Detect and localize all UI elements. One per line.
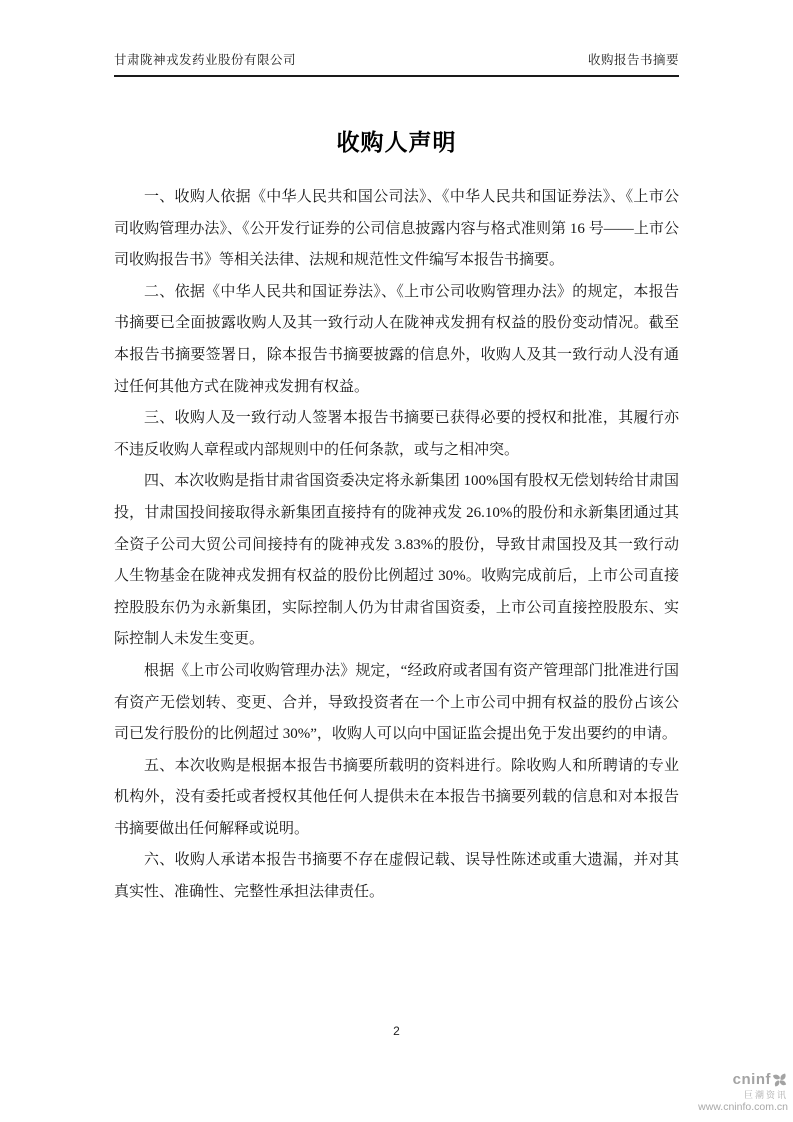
cninfo-brand-text: cninf — [732, 1071, 771, 1089]
header-doc-type: 收购报告书摘要 — [587, 53, 679, 67]
cninfo-site-name: 巨潮资讯 — [743, 1089, 788, 1100]
page-number: 2 — [393, 1024, 400, 1038]
page-title: 收购人声明 — [336, 130, 457, 155]
document-header — [114, 50, 679, 77]
document-body — [114, 182, 679, 909]
header-company-name: 甘肃陇神戎发药业股份有限公司 — [114, 53, 297, 67]
document-paragraph: 三、收购人及一致行动人签署本报告书摘要已获得必要的授权和批准，其履行亦不违反收购人章程或内部规则中的任何条款，或与之相冲突。 — [114, 410, 679, 458]
cninfo-brand-row — [698, 1071, 788, 1088]
document-paragraph: 六、收购人承诺本报告书摘要不存在虚假记载、误导性陈述或重大遗漏，并对其真实性、准确性、完整性承担法律责任。 — [114, 852, 679, 901]
cninfo-swirl-icon — [772, 1072, 788, 1088]
cninfo-url: www.cninfo.com.cn — [698, 1100, 788, 1113]
document-paragraph: 四、本次收购是指甘肃省国资委决定将永新集团 100%国有股权无偿划转给甘肃国投，甘肃国投间接取得永新集团直接持有的陇神戎发 26.10%的股份和永新集团通过其全资子公司大贸公司间接持有的陇神戎发 3.83%的股份，导致甘肃国投及其一致行动人生物基金在陇神戎发拥有权益的股份比例超过 30%。收购完成前后，上市公司直接控股股东仍为永新集团，实际控制人仍为甘肃省国资委，上市公司直接控股股东、实际控制人未发生变更。 — [114, 473, 679, 648]
cninfo-watermark — [698, 1071, 788, 1113]
document-paragraph: 根据《上市公司收购管理办法》规定，“经政府或者国有资产管理部门批准进行国有资产无偿划转、变更、合并，导致投资者在一个上市公司中拥有权益的股份占该公司已发行股份的比例超过 30%”，收购人可以向中国证监会提出免于发出要约的申请。 — [114, 662, 679, 743]
document-paragraph: 五、本次收购是根据本报告书摘要所载明的资料进行。除收购人和所聘请的专业机构外，没有委托或者授权其他任何人提供未在本报告书摘要列载的信息和对本报告书摘要做出任何解释或说明。 — [114, 757, 679, 837]
document-paragraph: 一、收购人依据《中华人民共和国公司法》、《中华人民共和国证券法》、《上市公司收购管理办法》、《公开发行证券的公司信息披露内容与格式准则第 16 号——上市公司收购报告书》等相关法律、法规和规范性文件编写本报告书摘要。 — [114, 189, 679, 269]
document-paragraph: 二、依据《中华人民共和国证券法》、《上市公司收购管理办法》的规定，本报告书摘要已全面披露收购人及其一致行动人在陇神戎发拥有权益的股份变动情况。截至本报告书摘要签署日，除本报告书摘要披露的信息外，收购人及其一致行动人没有通过任何其他方式在陇神戎发拥有权益。 — [114, 283, 679, 395]
